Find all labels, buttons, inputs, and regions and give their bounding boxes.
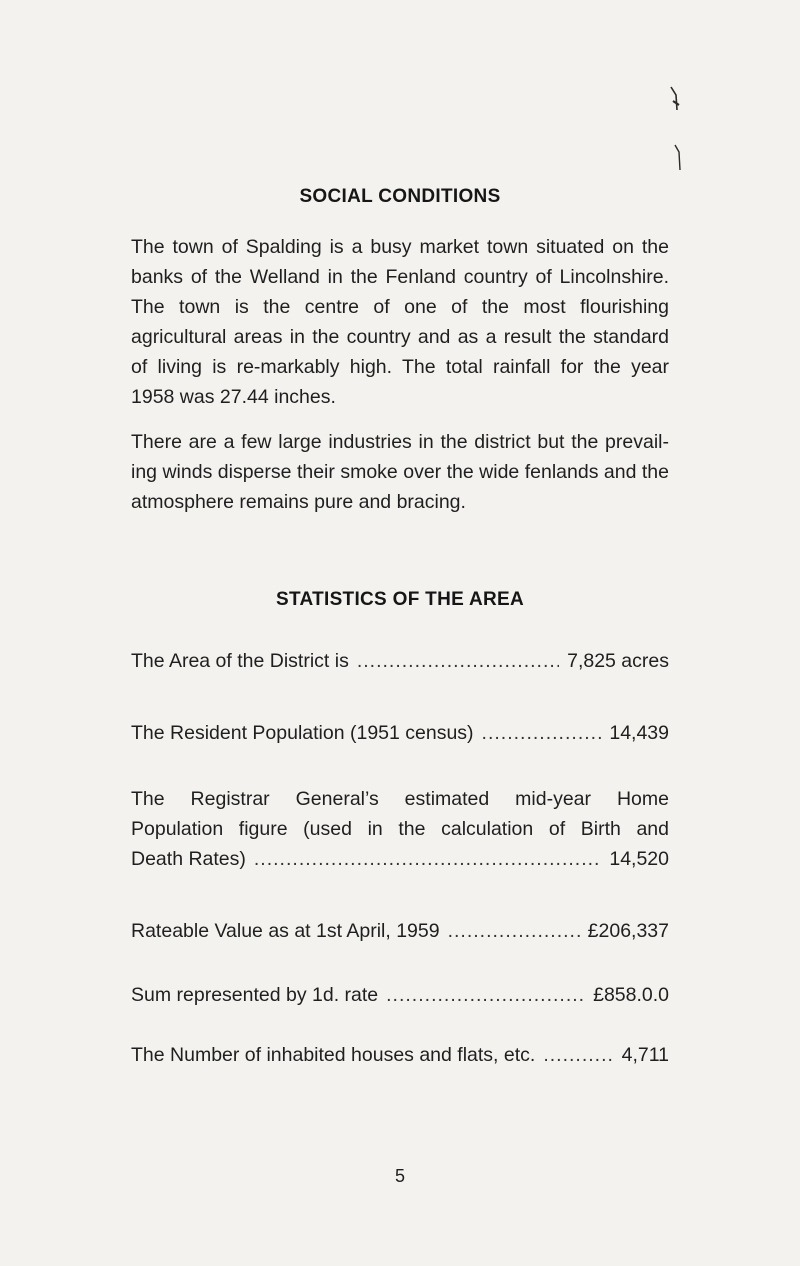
stat-value: 7,825 acres [567, 650, 669, 672]
stat-value: 14,439 [609, 722, 669, 744]
dot-leader [448, 916, 580, 946]
stat-label: The Area of the District is [131, 650, 349, 672]
scan-marks [0, 0, 800, 200]
social-conditions-heading: SOCIAL CONDITIONS [299, 186, 501, 207]
stat-district-area [131, 646, 669, 676]
stat-resident-population [131, 718, 669, 748]
stat-value: 14,520 [609, 848, 669, 870]
stat-label: Rateable Value as at 1st April, 1959 [131, 920, 440, 942]
stat-label-line-2: Population figure (used in the calculation of Birth and [131, 818, 669, 840]
social-paragraph-1: The town of Spalding is a busy market town situated on the banks of the Welland in the Fenland country of Lincolnshire. The town is the centre of one of the most flourishing agricultural areas in the country and as a result the standard of living is re-markably high. The total rainfall for the year 1958 was 27.44 inches. [131, 236, 669, 408]
stat-label: Sum represented by 1d. rate [131, 984, 379, 1006]
stat-rateable-value [131, 916, 669, 946]
dot-leader [254, 844, 601, 874]
dot-leader [543, 1040, 613, 1070]
stat-estimated-population [131, 784, 669, 874]
page-number: 5 [394, 1166, 405, 1186]
stat-label: Death Rates) [131, 848, 246, 870]
stat-label: The Resident Population (1951 census) [131, 722, 474, 744]
stat-penny-rate [131, 980, 669, 1010]
stat-label: The Number of inhabited houses and flats, etc. [131, 1044, 536, 1066]
stat-value: £206,337 [587, 920, 669, 942]
stat-value: 4,711 [621, 1044, 669, 1066]
stat-inhabited-houses [131, 1040, 669, 1070]
social-paragraph-2: There are a few large industries in the district but the prevail-ing winds disperse their smoke over the wide fenlands and the atmosphere remains pure and bracing. [131, 431, 669, 513]
dot-leader [386, 980, 585, 1010]
statistics-heading: STATISTICS OF THE AREA [276, 589, 524, 610]
dot-leader [357, 646, 559, 676]
stat-value: £858.0.0 [593, 984, 669, 1006]
stat-label-line-1: The Registrar General’s estimated mid-year Home [131, 788, 669, 810]
dot-leader [482, 718, 602, 748]
